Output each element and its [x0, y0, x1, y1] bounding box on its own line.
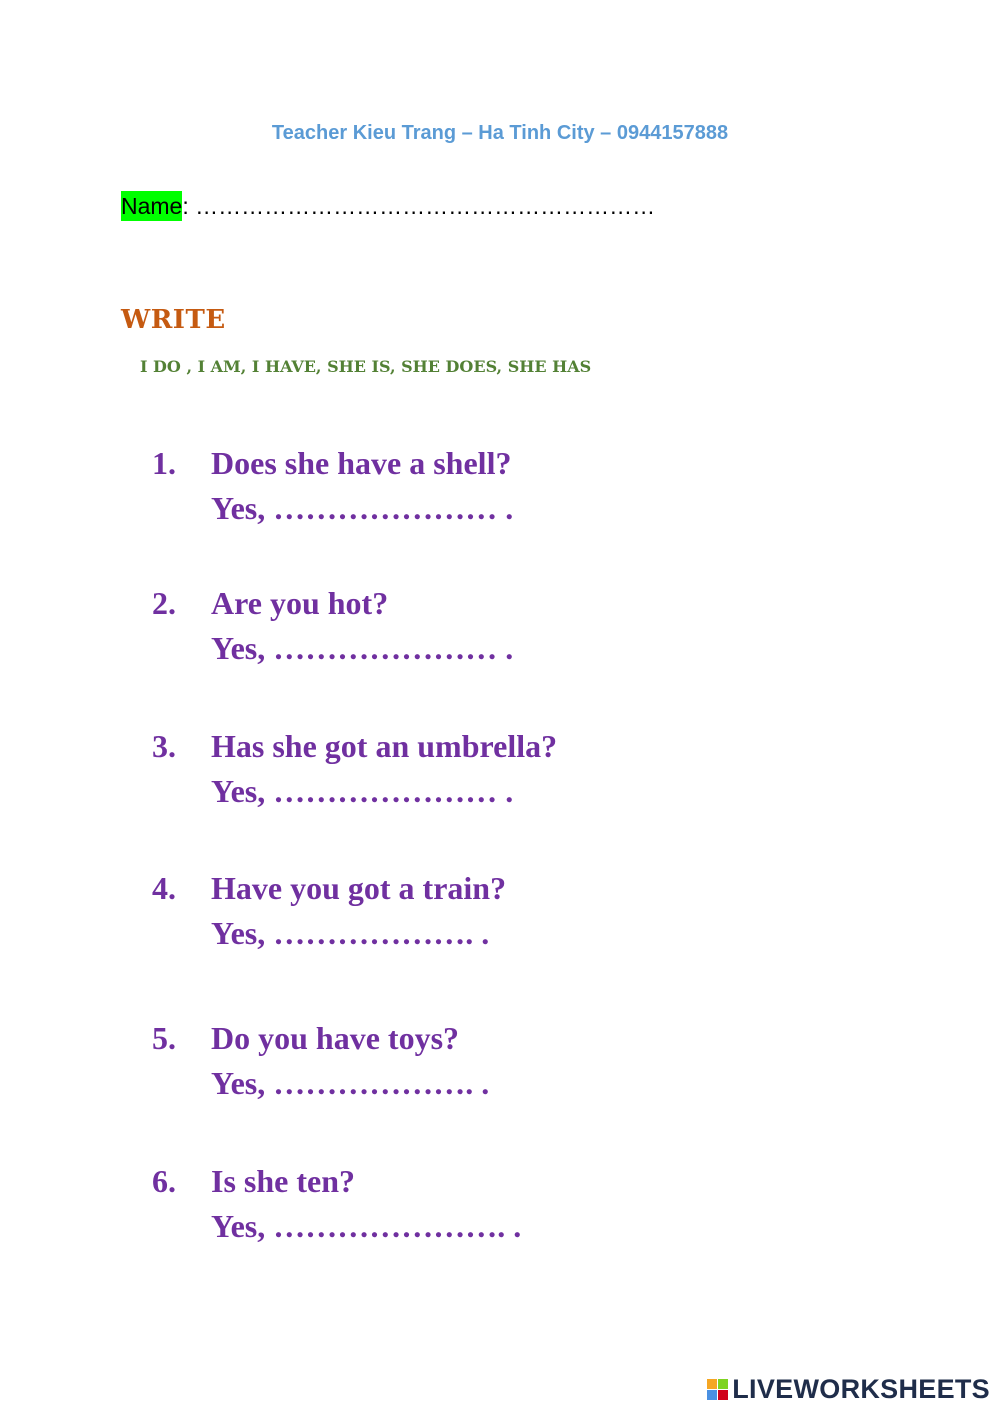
logo-square — [707, 1390, 717, 1400]
question-number: 4. — [152, 870, 176, 906]
answer-blank: Yes, ………………… . — [211, 630, 514, 666]
teacher-header: Teacher Kieu Trang – Ha Tinh City – 0944157888 — [271, 122, 729, 144]
logo-text: LIVEWORKSHEETS — [732, 1374, 990, 1404]
question-number: 6. — [152, 1163, 176, 1199]
question-item — [152, 445, 513, 527]
section-title: WRITE — [121, 305, 226, 335]
question-item — [152, 870, 506, 952]
question-item — [152, 585, 513, 667]
answer-blank: Yes, …………………. . — [211, 1208, 522, 1244]
name-separator: : — [182, 193, 189, 219]
question-text: Are you hot? — [211, 585, 389, 621]
name-blank: …………………………………………………… — [188, 193, 656, 219]
question-number: 5. — [152, 1020, 176, 1056]
question-text: Is she ten? — [211, 1163, 356, 1199]
word-bank: I DO , I AM, I HAVE, SHE IS, SHE DOES, SHE HAS — [140, 357, 592, 376]
question-text: Have you got a train? — [211, 870, 507, 906]
question-text: Do you have toys? — [211, 1020, 460, 1056]
liveworksheets-logo — [707, 1374, 990, 1405]
question-number: 2. — [152, 585, 176, 621]
answer-blank: Yes, ………………… . — [211, 773, 514, 809]
logo-square — [707, 1379, 717, 1389]
answer-blank: Yes, ………………… . — [211, 490, 514, 526]
name-label: Name — [121, 193, 183, 219]
question-text: Has she got an umbrella? — [211, 728, 558, 764]
question-number: 1. — [152, 445, 176, 481]
logo-square — [718, 1390, 728, 1400]
name-row — [121, 193, 655, 220]
question-item — [152, 1020, 489, 1102]
answer-blank: Yes, ………………. . — [211, 1065, 490, 1101]
logo-mark-icon — [707, 1379, 728, 1400]
logo-square — [718, 1379, 728, 1389]
question-item — [152, 1163, 521, 1245]
question-text: Does she have a shell? — [211, 445, 512, 481]
answer-blank: Yes, ………………. . — [211, 915, 490, 951]
question-number: 3. — [152, 728, 176, 764]
question-item — [152, 728, 557, 810]
